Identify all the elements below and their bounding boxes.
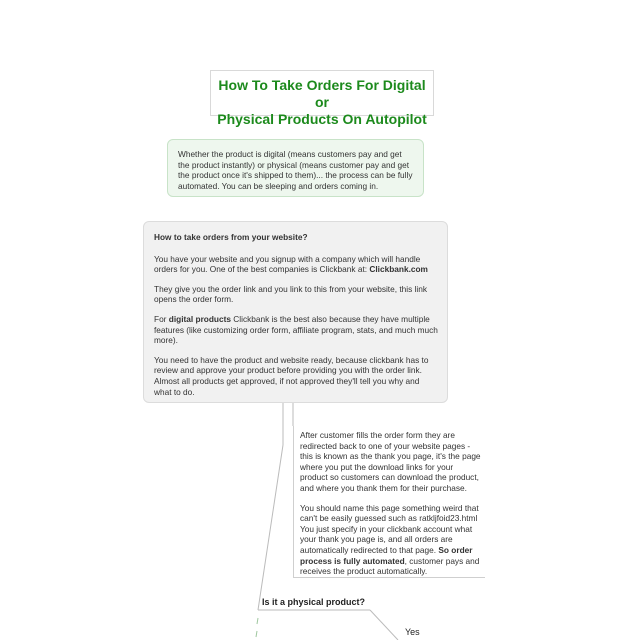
title-line-1: How To Take Orders For Digital or [218,77,426,110]
after-order-node [293,426,485,578]
website-orders-paragraph-3 [154,314,438,346]
connector-tick-1 [257,618,258,624]
title-line-2: Physical Products On Autopilot [217,111,427,127]
yes-branch-label: Yes [405,627,420,637]
after-order-paragraph-1: After customer fills the order form they are redirected back to one of your website pages - this is known as the thank you page, it's the page where you put the download links for your product so customers can download the product, and where you thank them for their purchase. [300,430,481,493]
clickbank-link-text: Clickbank.com [369,264,428,275]
physical-product-question: Is it a physical product? [262,597,366,607]
connector-physical-to-yes [370,610,398,640]
intro-node [167,139,424,197]
after-order-paragraph-2 [300,503,482,577]
after-p2-post: , customer pays and receives the product automatically. [300,555,480,577]
intro-text: Whether the product is digital (means customers pay and get the product instantly) or physical (means customer pay and get the product once it's shipped to them)... the process can be fully automated. You can be sleeping and orders coming in. [178,149,413,191]
p3-bold: digital products [168,313,231,324]
p3-post: Clickbank is the best also because they have multiple features (like customizing order form, affiliate program, stats, and much much more). [154,313,438,346]
website-orders-paragraph-2: They give you the order link and you link to this from your website, this link opens the order form. [154,283,428,305]
website-orders-heading: How to take orders from your website? [154,232,308,242]
p3-pre: For [154,313,169,324]
title-node [210,70,434,127]
p1-text: You have your website and you signup with a company which will handle orders for you. One of the best companies is Clickbank at: [154,253,421,275]
website-orders-paragraph-1 [154,254,438,275]
after-p2-bold: So order process is fully automated [300,544,473,566]
website-orders-node [143,221,448,403]
connector-main-to-physical [258,445,283,610]
connector-tick-2 [256,631,257,637]
after-p2-pre: You should name this page something weird that can't be easily guessed such as ratkljfoid23.html You just specify in your clickbank account what your thank you page is, and all orders are automatically redirected to that page. [300,502,479,555]
website-orders-paragraph-4: You need to have the product and website ready, because clickbank has to review and approve your product before providing you with the order link. Almost all products get approved, if not approved they'll tell you why and what to do. [154,354,429,397]
